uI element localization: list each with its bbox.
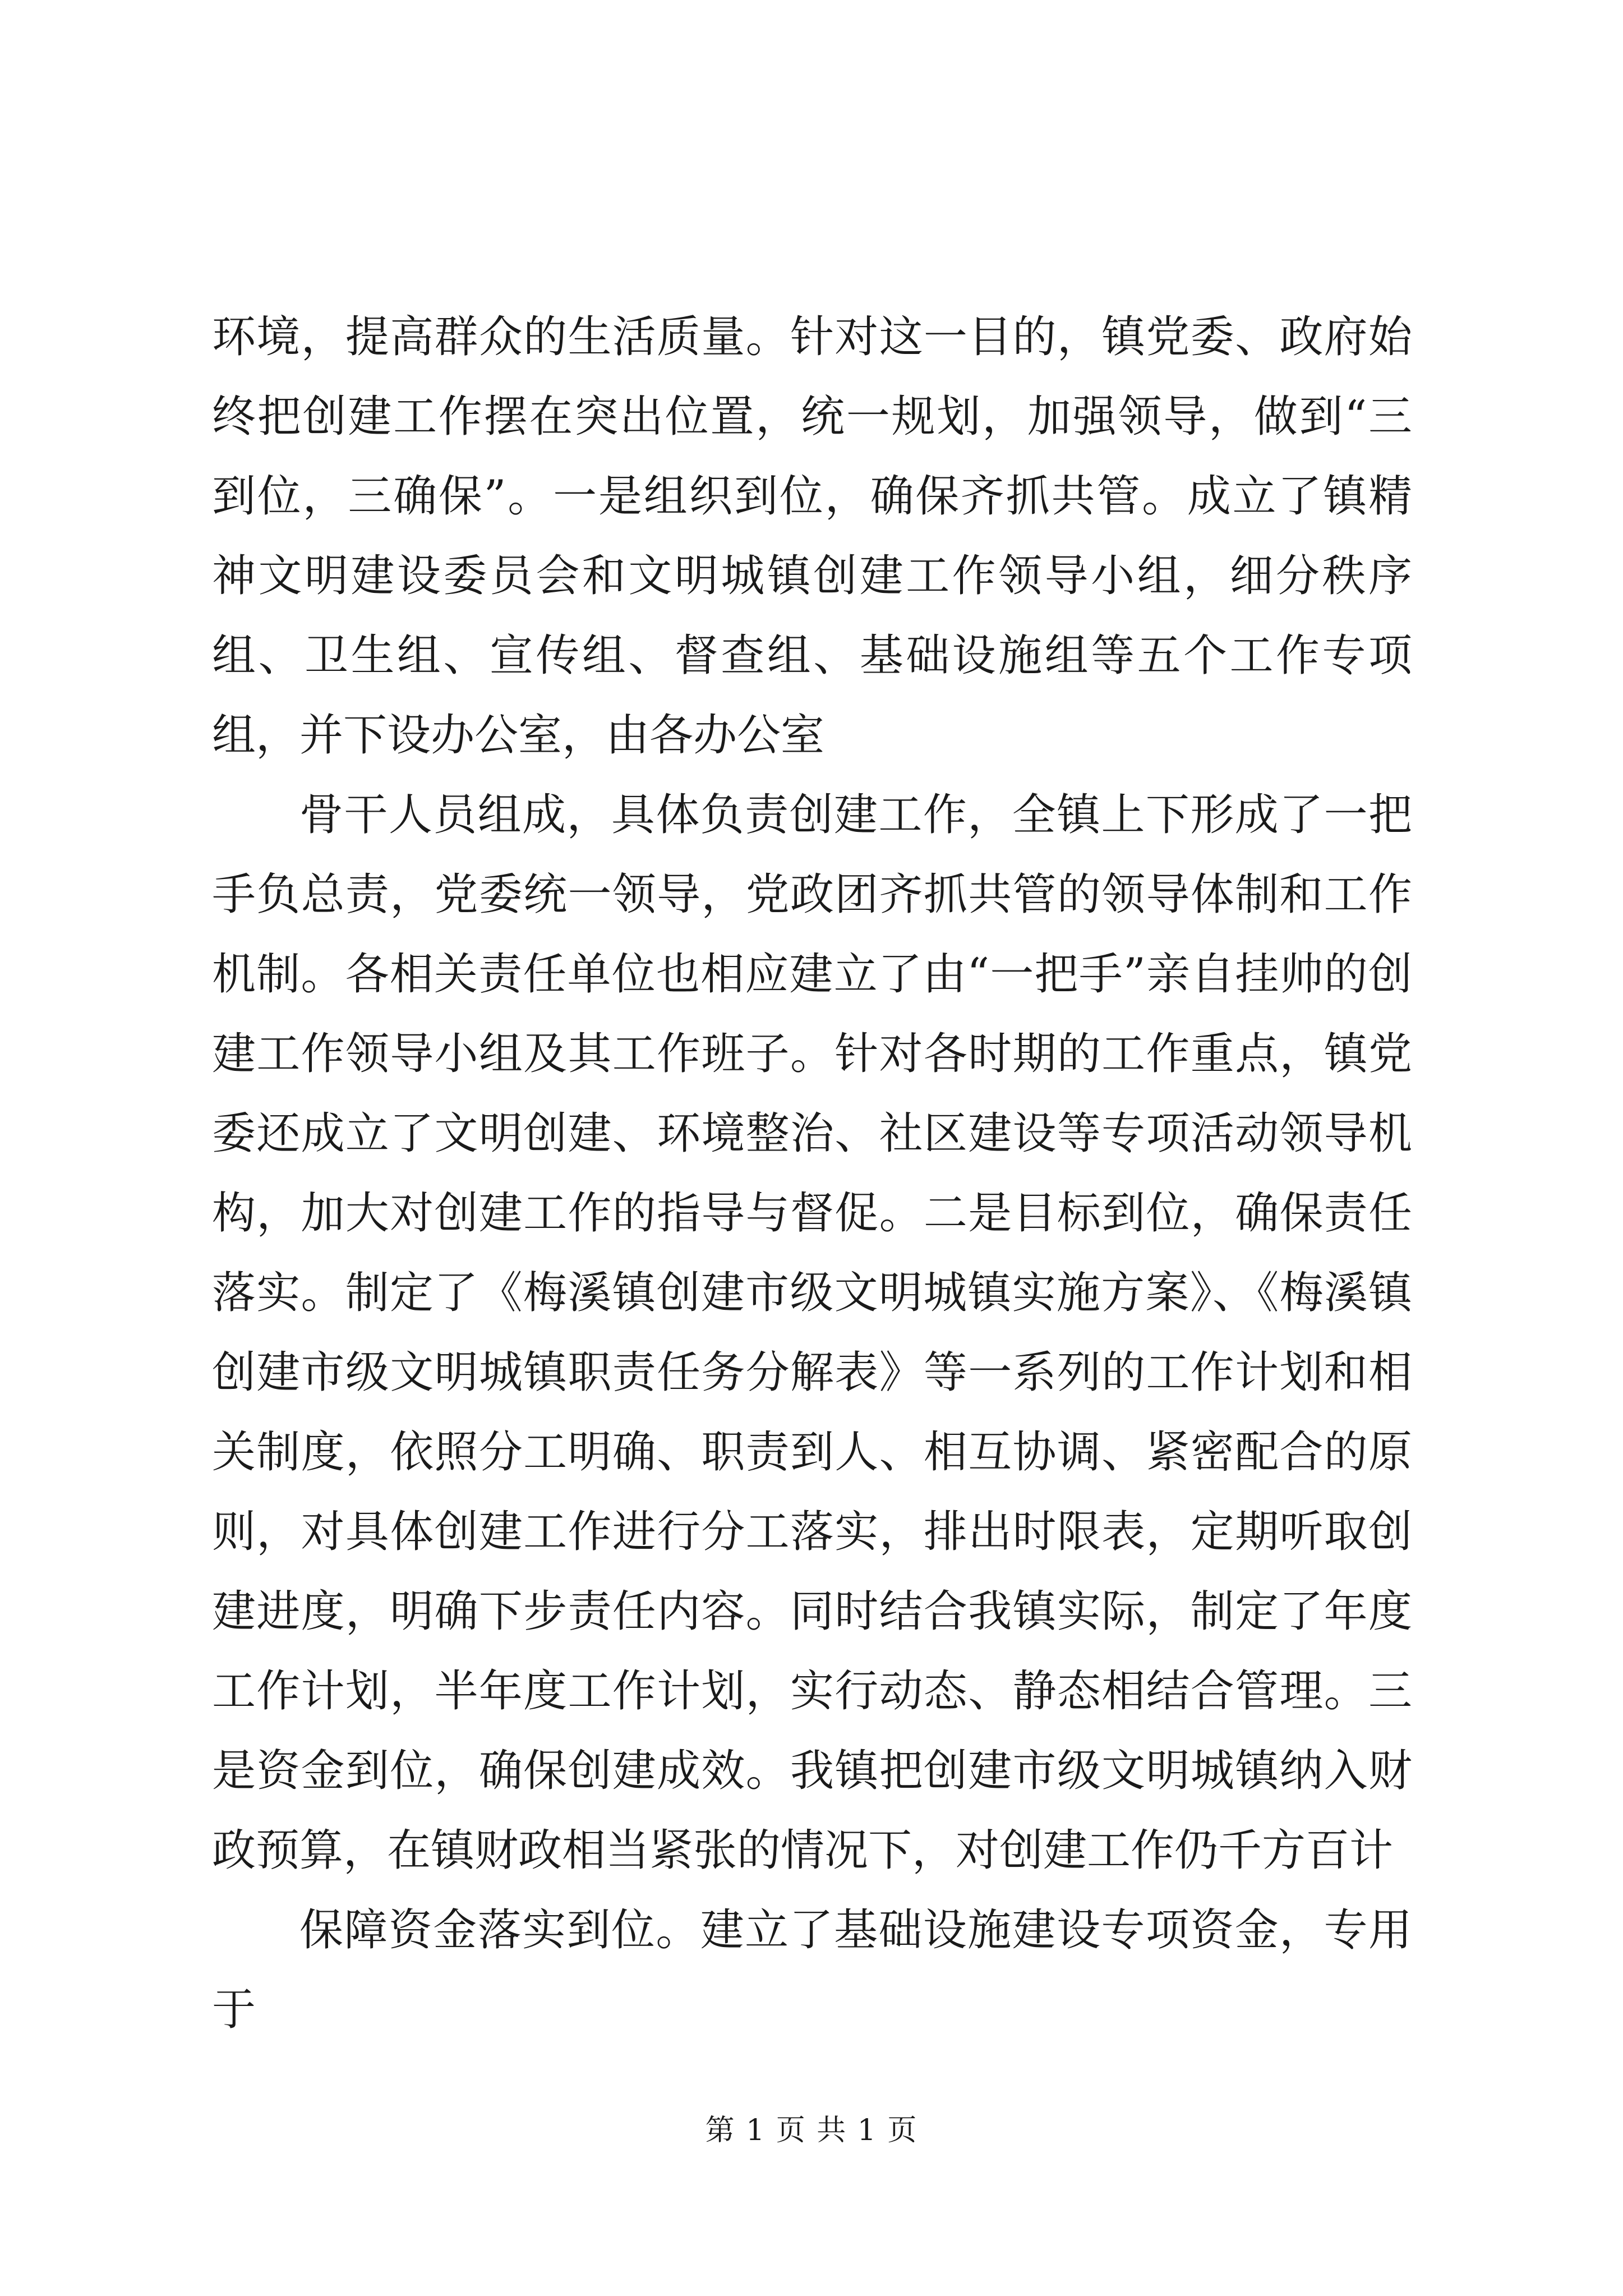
paragraph-2: 骨干人员组成，具体负责创建工作，全镇上下形成了一把手负总责，党委统一领导，党政团齐抓共管的领导体制和工作机制。各相关责任单位也相应建立了由“一把手”亲自挂帅的创建工作领导小组及其工作班子。针对各时期的工作重点，镇党委还成立了文明创建、环境整治、社区建设等专项活动领导机构，加大对创建工作的指导与督促。二是目标到位，确保责任落实。制定了《梅溪镇创建市级文明城镇实施方案》、《梅溪镇创建市级文明城镇职责任务分解表》等一系列的工作计划和相关制度，依照分工明确、职责到人、相互协调、紧密配合的原则，对具体创建工作进行分工落实，排出时限表，定期听取创建进度，明确下步责任内容。同时结合我镇实际，制定了年度工作计划，半年度工作计划，实行动态、静态相结合管理。三是资金到位，确保创建成效。我镇把创建市级文明城镇纳入财政预算，在镇财政相当紧张的情况下，对创建工作仍千方百计: [212, 790, 1412, 1876]
paragraph-3: 保障资金落实到位。建立了基础设施建设专项资金，专用于: [212, 1905, 1412, 2035]
document-body: [212, 297, 1412, 2050]
page-footer: 第 1 页 共 1 页: [705, 2114, 918, 2147]
paragraph-1: 环境，提高群众的生活质量。针对这一目的，镇党委、政府始终把创建工作摆在突出位置，统一规划，加强领导，做到“三到位，三确保”。一是组织到位，确保齐抓共管。成立了镇精神文明建设委员会和文明城镇创建工作领导小组，细分秩序组、卫生组、宣传组、督查组、基础设施组等五个工作专项组，并下设办公室，由各办公室: [212, 312, 1412, 761]
